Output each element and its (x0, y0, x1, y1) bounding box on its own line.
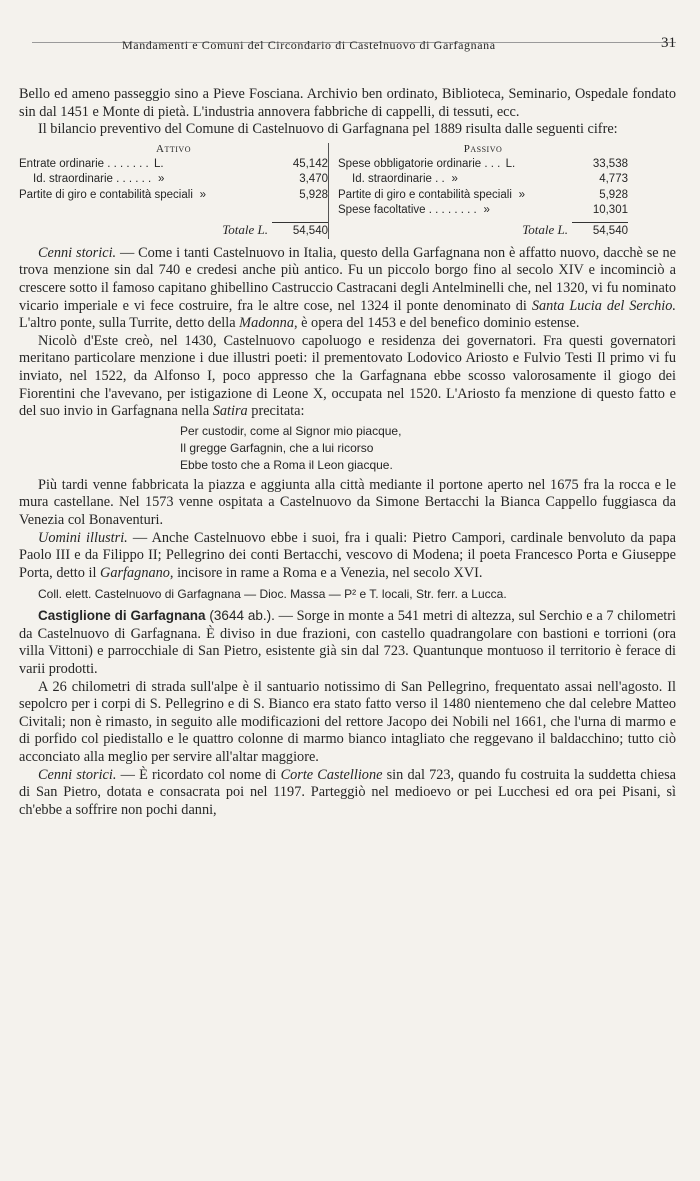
page-number: 31 (661, 35, 676, 51)
entry-population: (3644 ab.). (205, 608, 275, 624)
budget-table (19, 143, 676, 239)
paragraph-castelnuovo-features: Bello ed ameno passeggio sino a Pieve Fosciana. Archivio ben ordinato, Biblioteca, Seminario, Ospedale fondato sin dal 1451 e Monte di pietà. L'industria annovera fabbriche di cappelli, di tessuti, ecc. (19, 86, 676, 120)
attivo-row-currency: » (199, 188, 207, 201)
verse-line: Ebbe tosto che a Roma il Leon giacque. (180, 457, 393, 472)
paragraph-budget-intro: Il bilancio preventivo del Comune di Castelnuovo di Garfagnana pel 1889 risulta dalle seguenti cifre: (38, 121, 618, 138)
attivo-row-label: Id. straordinarie . . . . . . (33, 173, 152, 186)
verse-line: Il gregge Garfagnin, che a lui ricorso (180, 440, 374, 455)
paragraph-cenni-storici: Cenni storici. — Come i tanti Castelnuovo in Italia, questo della Garfagnana non è affatto nuovo, dacchè se ne trova menzione sin dal 740 e credesi anche più antico. Fu un piccolo borgo fino al secolo XIV e incominciò a crescere sotto il famoso capitano ghibellino Castruccio Castracani degli Antelminelli che, nel 1320, vi fu nominato vicario imperiale e vi fece costruire, fra le altre cose, nel 1324 il ponte denominato di Santa Lucia del Serchio. L'altro ponte, sulla Turrite, detto della Madonna, è opera del 1453 e del benefico dominio estense. (19, 244, 677, 332)
section-heading-uomini-illustri: Uomini illustri. (38, 529, 128, 546)
attivo-row (19, 157, 328, 173)
electoral-note: Coll. elett. Castelnuovo di Garfagnana — Dioc. Massa — P² e T. locali, Str. ferr. a Lucca. (38, 587, 507, 602)
passivo-row-amount: 5,928 (599, 188, 628, 201)
passivo-heading: Passivo (463, 142, 503, 155)
paragraph-castiglione: Castiglione di Garfagnana (3644 ab.). — Sorge in monte a 541 metri di altezza, sul Serchio e a 7 chilometri da Castelnuovo di Garfagnana. È diviso in due frazioni, con castello quadrangolare con bastioni e torrioni (ora villa Vittoni) e parrocchiale di San Pietro, esistente già sin dal 723. Quantunque montuoso il territorio è ferace di varii prodotti. (19, 608, 676, 678)
entry-heading-castiglione: Castiglione di Garfagnana (38, 608, 206, 624)
passivo-row-currency: » (483, 204, 490, 217)
attivo-row-label: Partite di giro e contabilità speciali (19, 188, 193, 201)
paragraph-san-pellegrino: A 26 chilometri di strada sull'alpe è il santuario notissimo di San Pellegrino, frequentato assai nell'agosto. Il sepolcro per i corpi di S. Pellegrino e di S. Bianco era stato fatto verso il 1480 nientemeno che dal celebre Matteo Civitali; non è rimasto, in seguito alle modificazioni del rettore Jacopo dei Nobili nel 1661, che l'urna di marmo e di porfido col piedistallo e le quattro colonne di marmo bianco intagliato che reggevano il baldacchino; tutto ciò acconciato alla meglio per servire all'altar maggiore. (19, 678, 676, 766)
attivo-total (19, 222, 328, 239)
attivo-column (19, 143, 328, 239)
attivo-heading: Attivo (156, 142, 191, 155)
passivo-row-label: Spese facoltative . . . . . . . . (338, 204, 477, 217)
paragraph-cenni-storici-castiglione: Cenni storici. — È ricordato col nome di Corte Castellione sin dal 723, quando fu costruita la suddetta chiesa di San Pietro, dotata e consacrata poi nel 1197. Parteggiò nel medioevo or pei Lucchesi ed ora pei Pisani, sì ch'ebbe a soffrire non pochi danni, (19, 766, 676, 818)
passivo-total-label: Totale L. (522, 221, 568, 237)
passivo-row-currency: » (451, 173, 458, 186)
section-heading-cenni-storici: Cenni storici. (38, 766, 117, 783)
passivo-row-label: Partite di giro e contabilità speciali (338, 188, 512, 201)
running-header (32, 0, 676, 52)
passivo-row (338, 157, 628, 173)
passivo-row-label: Id. straordinarie . . (352, 173, 445, 186)
attivo-row (19, 188, 328, 204)
passivo-column (328, 143, 628, 239)
paragraph-uomini-illustri: Uomini illustri. — Anche Castelnuovo ebbe i suoi, fra i quali: Pietro Campori, cardinale benvoluto da papa Paolo III e da Filippo II; Pellegrino dei conti Bertacchi, vescovo di Modena; il poeta Francesco Porta e Giuseppe Porta, detto il Garfagnano, incisore in rame a Roma e a Venezia, nel secolo XVI. (19, 529, 676, 581)
passivo-total-amount: 54,540 (572, 222, 628, 239)
paragraph-nicolo-este: Nicolò d'Este creò, nel 1430, Castelnuovo capoluogo e residenza dei governatori. Fra questi governatori meritano particolare menzione i due illustri poeti: il prementovato Lodovico Ariosto e Fulvio Testi Il primo vi fu inviato, nel 1522, da Alfonso I, poco appresso che la Garfagnana ebbe scosso valorosamente il giogo dei Fiorentini che l'avevano, per istigazione di Leone X, occupata nel 1520. L'Ariosto fa menzione di questo fatto e del suo invio in Garfagnana nella Satira precitata: (19, 332, 676, 420)
passivo-row-amount: 10,301 (592, 204, 628, 217)
running-title: Mandamenti e Comuni del Circondario di Castelnuovo di Garfagnana (122, 38, 496, 52)
attivo-total-amount: 54,540 (272, 222, 328, 239)
attivo-row-amount: 45,142 (292, 157, 328, 170)
verse-quote (180, 423, 676, 474)
passivo-row (338, 188, 628, 204)
passivo-row-amount: 4,773 (599, 173, 628, 186)
passivo-row-currency: » (518, 188, 526, 201)
verse-line: Per custodir, come al Signor mio piacque, (180, 423, 402, 438)
attivo-row (19, 172, 328, 188)
attivo-row-amount: 3,470 (299, 173, 328, 186)
passivo-row-amount: 33,538 (592, 157, 628, 170)
attivo-row-label: Entrate ordinarie . . . . . . . (19, 157, 149, 170)
section-heading-cenni-storici: Cenni storici. (38, 244, 117, 261)
passivo-total (338, 222, 628, 239)
attivo-total-label: Totale L. (222, 221, 268, 237)
passivo-row (338, 172, 628, 188)
attivo-row-currency: » (158, 173, 165, 186)
paragraph-piazza: Più tardi venne fabbricata la piazza e aggiunta alla città mediante il portone aperto nel 1675 fra la rocca e le mura castellane. Nel 1573 venne ospitata a Castelnuovo da Simone Bertacchi la Bianca Cappello fuggiasca da Venezia col Bonaventuri. (19, 476, 676, 528)
attivo-row-amount: 5,928 (299, 188, 328, 201)
passivo-row-label: Spese obbligatorie ordinarie . . . (338, 157, 501, 170)
passivo-row-currency: L. (505, 157, 516, 170)
page-body (19, 43, 676, 819)
passivo-row (338, 203, 628, 219)
attivo-row-currency: L. (153, 157, 164, 170)
